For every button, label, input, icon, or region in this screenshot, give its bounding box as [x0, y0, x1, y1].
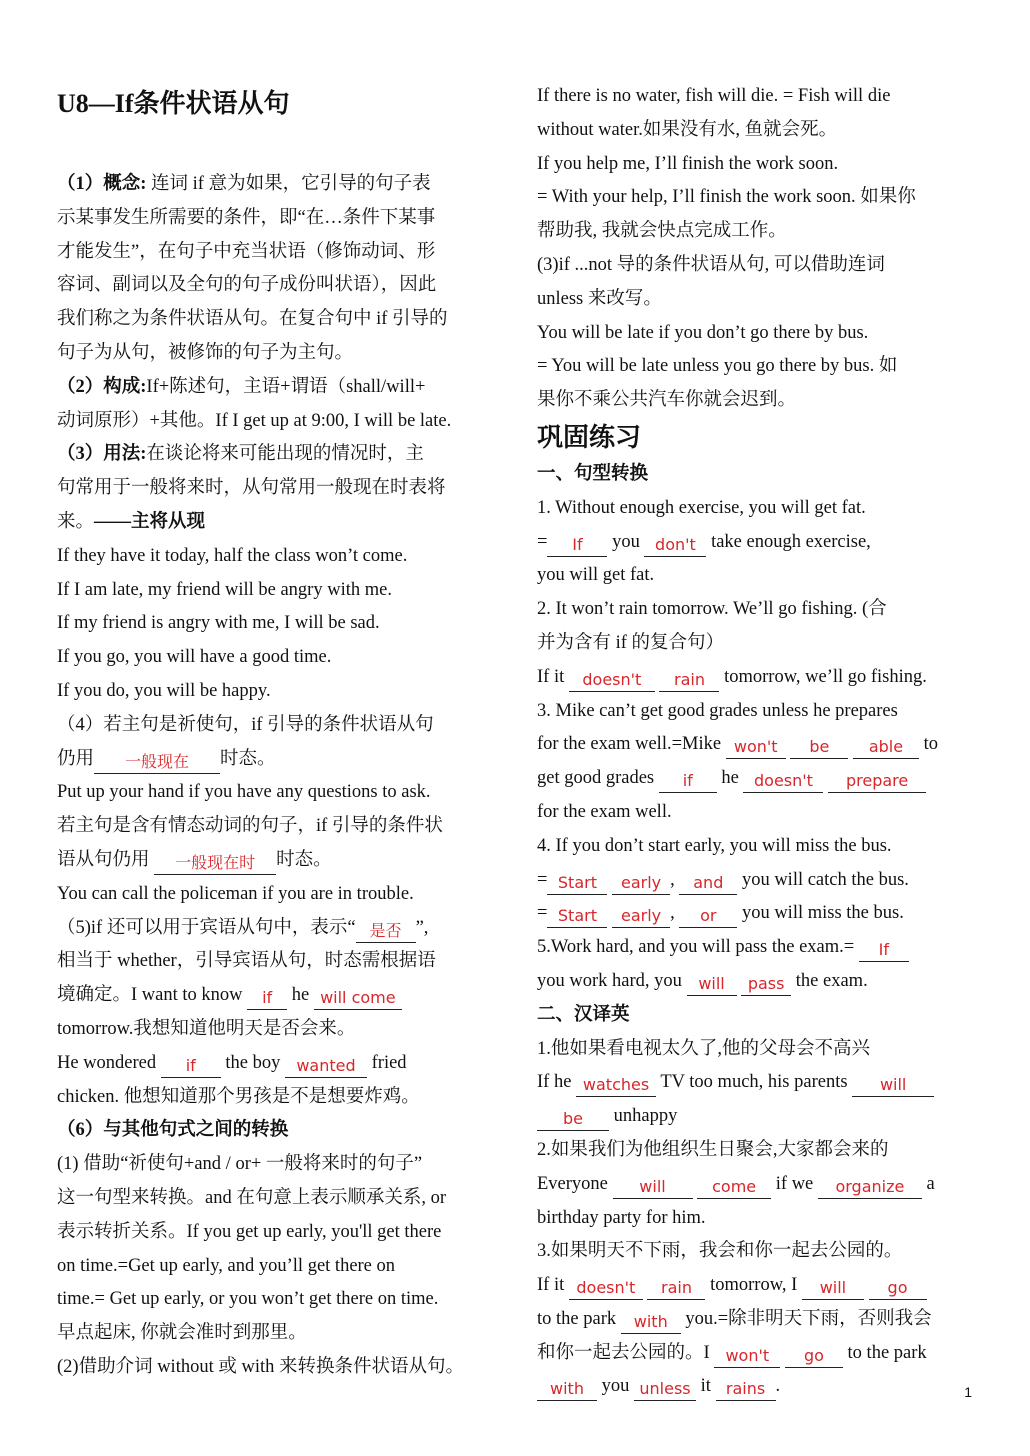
text-line: 容词、副词以及全句的句子成份叫状语），因此: [57, 275, 437, 296]
question-line: 并为含有 if 的复合句）: [537, 632, 725, 653]
text-line: = With your help, I’ll finish the work soon. 如果你: [537, 187, 916, 208]
text-line: 这一句型来转换。and 在句意上表示顺承关系, or: [57, 1187, 446, 1208]
question-line: [537, 1370, 982, 1404]
text-line: [57, 979, 505, 1013]
text: get good grades: [537, 768, 659, 789]
text: it: [696, 1376, 716, 1397]
text-line: 果你不乘公共汽车你就会迟到。: [537, 390, 797, 411]
text: if we: [771, 1173, 818, 1194]
text: If+陈述句，主语+谓语（shall/will+: [146, 376, 426, 397]
text-line: [57, 506, 505, 540]
text: ,: [670, 903, 680, 924]
question-line: [537, 931, 982, 965]
answer-blank: with: [537, 1376, 597, 1401]
answer-blank: rain: [659, 667, 719, 692]
text: you: [597, 1376, 634, 1397]
text: 仍用: [57, 748, 95, 769]
example-sentence: You can call the policeman if you are in trouble.: [57, 883, 414, 904]
answer-blank: rain: [647, 1275, 705, 1300]
question-line: [537, 1100, 982, 1134]
text-line: [57, 844, 505, 878]
text-line: [57, 371, 505, 405]
answer-blank: will: [613, 1174, 693, 1199]
answer-blank: Start: [547, 903, 607, 928]
answer-blank: won't: [714, 1343, 780, 1368]
question-line: [537, 661, 982, 695]
text-line: [57, 438, 505, 472]
answer-blank: pass: [741, 971, 791, 996]
answer-blank: if: [659, 768, 717, 793]
text-line: 表示转折关系。If you get up early, you'll get there: [57, 1221, 442, 1242]
text-line: 早点起床, 你就会准时到那里。: [57, 1323, 307, 1344]
text: fried: [367, 1052, 407, 1073]
answer-blank: doesn't: [569, 667, 655, 692]
text: If it: [537, 666, 569, 687]
question-line: [537, 762, 982, 796]
text: he: [287, 985, 314, 1006]
text: 在谈论将来可能出现的情况时，主: [146, 444, 424, 465]
label-concept: （1）概念:: [57, 174, 147, 194]
text-line: tomorrow.我想知道他明天是否会来。: [57, 1018, 356, 1039]
question-line: birthday party for him.: [537, 1207, 706, 1228]
answer-blank: If: [859, 937, 909, 962]
text: （5)if 还可以用于宾语从句中，表示“: [57, 917, 356, 938]
text: 5.Work hard, and you will pass the exam.=: [537, 937, 859, 958]
question-line: 3.如果明天不下雨，我会和你一起去公园的。: [537, 1241, 903, 1262]
section-heading: （6）与其他句式之间的转换: [57, 1120, 289, 1141]
text-line: If there is no water, fish will die. = Fish will die: [537, 86, 891, 106]
text-line: 句常用于一般将来时，从句常用一般现在时表将: [57, 478, 446, 499]
answer-blank: don't: [644, 532, 706, 557]
answer-blank: prepare: [828, 768, 926, 793]
page-title: U8—If条件状语从句: [57, 89, 290, 118]
text-line: You will be late if you don’t go there by bus.: [537, 322, 869, 343]
text: If it: [537, 1275, 569, 1296]
answer-blank: early: [612, 903, 670, 928]
text: 时态。: [220, 748, 276, 769]
answer-blank: will: [802, 1275, 864, 1300]
exercise-heading: 二、汉译英: [537, 1004, 630, 1025]
answer-blank: If: [547, 532, 607, 557]
text: to the park: [842, 1342, 927, 1363]
text: take enough exercise,: [706, 531, 871, 552]
text-line: 若主句是含有情态动词的句子，if 引导的条件状: [57, 816, 443, 837]
text: 时态。: [276, 849, 332, 870]
answer-blank: 是否: [356, 918, 416, 943]
text-line: 动词原形）+其他。If I get up at 9:00, I will be late.: [57, 410, 452, 431]
text-line: 帮助我, 我就会快点完成工作。: [537, 221, 787, 242]
question-line: 2. It won’t rain tomorrow. We’ll go fishing. (合: [537, 599, 887, 620]
answer-blank: 一般现在: [94, 749, 220, 774]
answer-blank: will: [687, 971, 737, 996]
question-line: 3. Mike can’t get good grades unless he prepares: [537, 700, 898, 721]
question-line: 4. If you don’t start early, you will miss the bus.: [537, 835, 892, 856]
text: 语从句仍用: [57, 849, 155, 870]
text: TV too much, his parents: [656, 1072, 853, 1093]
question-line: 1. Without enough exercise, you will get fat.: [537, 497, 866, 518]
answer-blank: if: [161, 1053, 221, 1078]
text: 连词 if 意为如果，它引导的句子表: [146, 174, 431, 194]
answer-blank: Start: [547, 870, 607, 895]
text: for the exam well.=Mike: [537, 734, 726, 755]
text: 境确定。I want to know: [57, 985, 248, 1006]
text: the boy: [220, 1052, 285, 1073]
question-line: [537, 965, 982, 999]
answer-blank: able: [853, 734, 919, 759]
answer-blank: won't: [726, 734, 786, 759]
question-line: you will get fat.: [537, 565, 655, 586]
text: ,: [670, 869, 680, 890]
answer-blank: watches: [576, 1072, 656, 1097]
section-title: 巩固练习: [537, 422, 642, 452]
text: the exam.: [791, 970, 868, 991]
question-line: [537, 864, 982, 898]
text: you.=除非明天下雨，否则我会: [680, 1308, 932, 1329]
question-line: [537, 1066, 982, 1100]
answer-blank: will come: [314, 985, 402, 1010]
answer-blank: come: [697, 1174, 771, 1199]
example-sentence: If you go, you will have a good time.: [57, 647, 332, 668]
text-line: time.= Get up early, or you won’t get there on time.: [57, 1289, 439, 1310]
example-sentence: If my friend is angry with me, I will be sad.: [57, 613, 380, 634]
answer-blank: with: [621, 1309, 681, 1334]
answer-blank: and: [679, 870, 737, 895]
example-sentence: If you do, you will be happy.: [57, 680, 271, 701]
answer-blank: organize: [818, 1174, 922, 1199]
text-line: = You will be late unless you go there by bus. 如: [537, 356, 898, 377]
text-line: (1) 借助“祈使句+and / or+ 一般将来时的句子”: [57, 1154, 423, 1175]
text: a: [921, 1173, 935, 1194]
text-line: 才能发生”，在句子中充当状语（修饰动词、形: [57, 241, 436, 262]
text-line: chicken. 他想知道那个男孩是不是想要炸鸡。: [57, 1086, 420, 1107]
text: ”,: [415, 917, 429, 938]
text: .: [775, 1376, 781, 1397]
question-line: [537, 897, 982, 931]
answer-blank: will: [852, 1072, 934, 1097]
answer-blank: if: [247, 985, 287, 1010]
answer-blank: wanted: [285, 1053, 367, 1078]
text-line: 句子为从句，被修饰的句子为主句。: [57, 342, 354, 363]
text: he: [716, 768, 744, 789]
answer-blank: unless: [634, 1376, 696, 1401]
text-line: unless 来改写。: [537, 288, 662, 309]
text: tomorrow, we’ll go fishing.: [719, 666, 927, 687]
question-line: for the exam well.: [537, 801, 672, 822]
answer-blank: be: [537, 1106, 609, 1131]
text-line: without water.如果没有水, 鱼就会死。: [537, 119, 838, 140]
text: you will miss the bus.: [737, 903, 904, 924]
text-line: [57, 1047, 505, 1081]
text-line: 相当于 whether，引导宾语从句，时态需根据语: [57, 951, 436, 972]
answer-blank: or: [679, 903, 737, 928]
answer-blank: doesn't: [569, 1275, 643, 1300]
question-line: [537, 1303, 982, 1337]
text-line: 示某事发生所需要的条件，即“在…条件下某事: [57, 207, 436, 228]
answer-blank: early: [612, 870, 670, 895]
left-column: [57, 80, 505, 1385]
question-line: [537, 1269, 982, 1303]
text-line: on time.=Get up early, and you’ll get there on: [57, 1255, 396, 1276]
question-line: [537, 526, 982, 560]
text-line: [57, 912, 505, 946]
text-line: [57, 743, 505, 777]
answer-blank: 一般现在时: [154, 850, 276, 875]
text: to the park: [537, 1308, 621, 1329]
answer-blank: doesn't: [743, 768, 823, 793]
text: =: [537, 531, 548, 552]
text-line: (3)if ...not 导的条件状语从句, 可以借助连词: [537, 254, 885, 275]
page-number: 1: [964, 1384, 972, 1400]
text: tomorrow, I: [705, 1275, 802, 1296]
text-line: （4）若主句是祈使句，if 引导的条件状语从句: [57, 714, 434, 735]
text-line: (2)借助介词 without 或 with 来转换条件状语从句。: [57, 1356, 464, 1377]
text: unhappy: [609, 1106, 678, 1127]
question-line: 1.他如果看电视太久了,他的父母会不高兴: [537, 1038, 871, 1059]
answer-blank: go: [869, 1275, 927, 1300]
example-sentence: If I am late, my friend will be angry with me.: [57, 579, 392, 600]
question-line: [537, 728, 982, 762]
right-column: [537, 80, 982, 1404]
example-sentence: If they have it today, half the class won’t come.: [57, 545, 408, 566]
text: =: [537, 869, 548, 890]
text: 来。: [57, 511, 95, 532]
question-line: 2.如果我们为他组织生日聚会,大家都会来的: [537, 1139, 889, 1160]
example-sentence: Put up your hand if you have any questions to ask.: [57, 782, 431, 803]
rule-label: ——主将从现: [94, 511, 206, 532]
text: Everyone: [537, 1173, 613, 1194]
text-line: 我们称之为条件状语从句。在复合句中 if 引导的: [57, 309, 448, 330]
text-line: If you help me, I’ll finish the work soon.: [537, 153, 839, 174]
text-line: [57, 168, 505, 202]
exercise-heading: 一、句型转换: [537, 463, 649, 484]
answer-blank: be: [790, 734, 848, 759]
question-line: [537, 1337, 982, 1371]
text: If he: [537, 1072, 577, 1093]
label-usage: （3）用法:: [57, 444, 147, 465]
text: you work hard, you: [537, 970, 687, 991]
question-line: [537, 1168, 982, 1202]
text: He wondered: [57, 1052, 161, 1073]
label-structure: （2）构成:: [57, 376, 147, 397]
text: 和你一起去公园的。I: [537, 1342, 715, 1363]
text: to: [918, 734, 938, 755]
answer-blank: rains: [716, 1376, 776, 1401]
answer-blank: go: [785, 1343, 843, 1368]
text: you will catch the bus.: [737, 869, 909, 890]
text: you: [607, 531, 645, 552]
text: =: [537, 903, 548, 924]
